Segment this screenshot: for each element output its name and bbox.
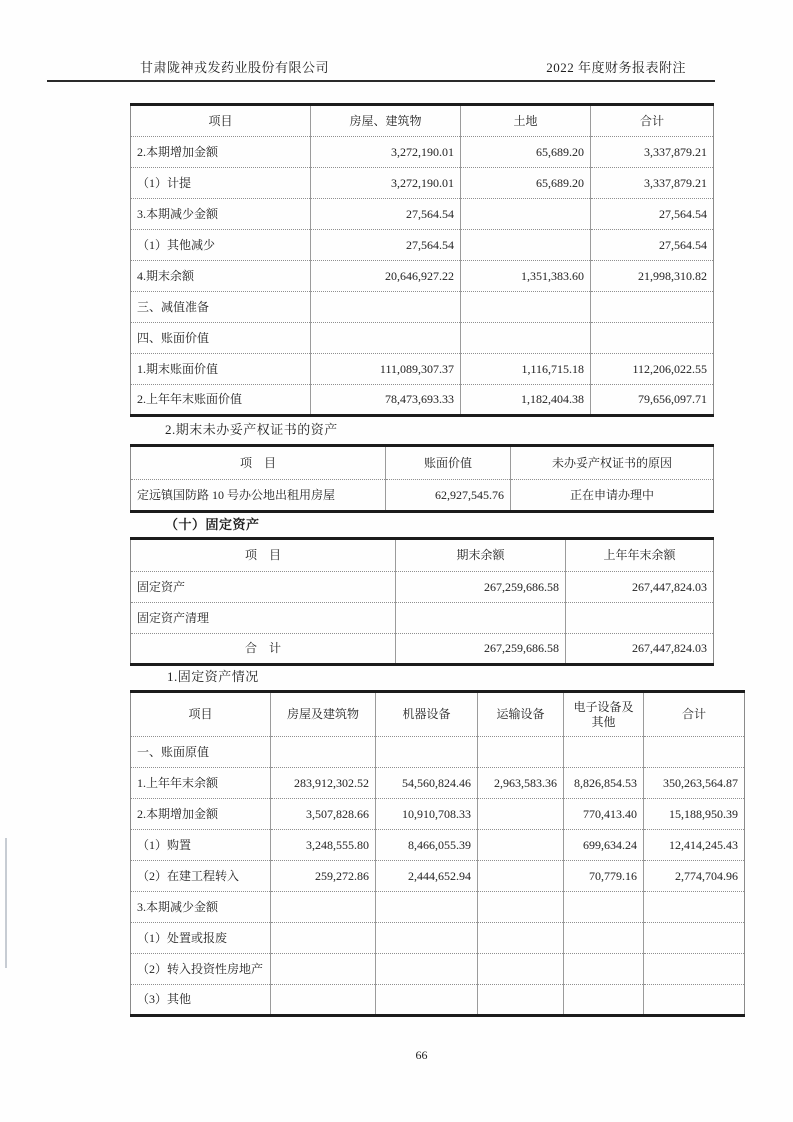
- table-row: [131, 923, 745, 954]
- value-cell: [271, 985, 376, 1016]
- table-row: [131, 892, 745, 923]
- table-row: [131, 830, 745, 861]
- fixed-assets-section-title: （十）固定资产: [165, 517, 260, 532]
- value-cell: 79,656,097.71: [591, 385, 714, 416]
- table-row: [131, 323, 714, 354]
- value-cell: [644, 923, 745, 954]
- row-label-cell: 合 计: [131, 634, 396, 665]
- column-header: 运输设备: [478, 692, 564, 737]
- value-cell: 54,560,824.46: [376, 768, 478, 799]
- row-label-cell: 1.上年年末余额: [131, 768, 271, 799]
- value-cell: [564, 954, 644, 985]
- intangible-assets-amortization-table: [130, 103, 714, 417]
- value-cell: 62,927,545.76: [386, 480, 511, 512]
- column-header: 上年年末余额: [566, 539, 714, 572]
- value-cell: 3,272,190.01: [311, 168, 461, 199]
- value-cell: [311, 323, 461, 354]
- row-label-cell: （2）在建工程转入: [131, 861, 271, 892]
- header-rule: [47, 80, 715, 82]
- row-label-cell: （1）购置: [131, 830, 271, 861]
- value-cell: [461, 230, 591, 261]
- value-cell: 2,963,583.36: [478, 768, 564, 799]
- value-cell: 3,272,190.01: [311, 137, 461, 168]
- value-cell: 259,272.86: [271, 861, 376, 892]
- row-label-cell: （2）转入投资性房地产: [131, 954, 271, 985]
- value-cell: [271, 954, 376, 985]
- value-cell: [311, 292, 461, 323]
- column-header: 账面价值: [386, 446, 511, 480]
- value-cell: 3,337,879.21: [591, 168, 714, 199]
- value-cell: [478, 923, 564, 954]
- value-cell: [461, 199, 591, 230]
- value-cell: 267,259,686.58: [396, 634, 566, 665]
- table-row: [131, 261, 714, 292]
- value-cell: 1,351,383.60: [461, 261, 591, 292]
- value-cell: 267,447,824.03: [566, 572, 714, 603]
- table-header-row: [131, 446, 714, 480]
- value-cell: [564, 892, 644, 923]
- row-label-cell: 1.期末账面价值: [131, 354, 311, 385]
- table-row: [131, 230, 714, 261]
- value-cell: [564, 923, 644, 954]
- table-row: [131, 292, 714, 323]
- value-cell: 267,259,686.58: [396, 572, 566, 603]
- value-cell: [478, 737, 564, 768]
- value-cell: [376, 892, 478, 923]
- value-cell: 267,447,824.03: [566, 634, 714, 665]
- value-cell: [376, 985, 478, 1016]
- table-row: [131, 137, 714, 168]
- row-label-cell: （1）其他减少: [131, 230, 311, 261]
- value-cell: [461, 292, 591, 323]
- table-row: [131, 168, 714, 199]
- scan-edge-artifact: [5, 838, 7, 968]
- value-cell: [376, 954, 478, 985]
- value-cell: 699,634.24: [564, 830, 644, 861]
- column-header: 电子设备及其他: [564, 692, 644, 737]
- table-row: [131, 861, 745, 892]
- column-header: 未办妥产权证书的原因: [511, 446, 714, 480]
- page-number: 66: [415, 1048, 428, 1062]
- row-label-cell: 3.本期减少金额: [131, 199, 311, 230]
- value-cell: 21,998,310.82: [591, 261, 714, 292]
- value-cell: 3,337,879.21: [591, 137, 714, 168]
- row-label-cell: 定远镇国防路 10 号办公地出租用房屋: [131, 480, 386, 512]
- value-cell: [644, 954, 745, 985]
- value-cell: [478, 985, 564, 1016]
- column-header: 合计: [644, 692, 745, 737]
- value-cell: 3,248,555.80: [271, 830, 376, 861]
- fixed-assets-summary-table: [130, 537, 714, 666]
- table-row: [131, 480, 714, 512]
- value-cell: 111,089,307.37: [311, 354, 461, 385]
- value-cell: 770,413.40: [564, 799, 644, 830]
- table-header-row: [131, 692, 745, 737]
- row-label-cell: 2.上年年末账面价值: [131, 385, 311, 416]
- value-cell: [591, 323, 714, 354]
- row-label-cell: 2.本期增加金额: [131, 137, 311, 168]
- row-label-cell: 三、减值准备: [131, 292, 311, 323]
- column-header: 期末余额: [396, 539, 566, 572]
- table-row: [131, 385, 714, 416]
- table-row: [131, 737, 745, 768]
- value-cell: [478, 892, 564, 923]
- value-cell: [376, 923, 478, 954]
- value-cell: [591, 292, 714, 323]
- column-header: 房屋、建筑物: [311, 105, 461, 137]
- value-cell: [396, 603, 566, 634]
- value-cell: 350,263,564.87: [644, 768, 745, 799]
- value-cell: 3,507,828.66: [271, 799, 376, 830]
- fixed-assets-detail-table: [130, 690, 745, 1017]
- column-header: 土地: [461, 105, 591, 137]
- column-header: 机器设备: [376, 692, 478, 737]
- value-cell: [376, 737, 478, 768]
- value-cell: 1,182,404.38: [461, 385, 591, 416]
- table-row: [131, 799, 745, 830]
- value-cell: 65,689.20: [461, 168, 591, 199]
- table-row: [131, 954, 745, 985]
- value-cell: [478, 799, 564, 830]
- row-label-cell: 2.本期增加金额: [131, 799, 271, 830]
- value-cell: 8,466,055.39: [376, 830, 478, 861]
- value-cell: 283,912,302.52: [271, 768, 376, 799]
- value-cell: 12,414,245.43: [644, 830, 745, 861]
- table-row: [131, 572, 714, 603]
- row-label-cell: （3）其他: [131, 985, 271, 1016]
- table-row: [131, 603, 714, 634]
- value-cell: 8,826,854.53: [564, 768, 644, 799]
- value-cell: 112,206,022.55: [591, 354, 714, 385]
- value-cell: [478, 830, 564, 861]
- row-label-cell: 一、账面原值: [131, 737, 271, 768]
- table-row: [131, 985, 745, 1016]
- column-header: 项 目: [239, 455, 276, 470]
- value-cell: 70,779.16: [564, 861, 644, 892]
- table-row: [131, 634, 714, 665]
- row-label-cell: （1）处置或报废: [131, 923, 271, 954]
- table-row: [131, 199, 714, 230]
- table-row: [131, 354, 714, 385]
- value-cell: 10,910,708.33: [376, 799, 478, 830]
- value-cell: [644, 985, 745, 1016]
- table-header-row: [131, 105, 714, 137]
- value-cell: 2,774,704.96: [644, 861, 745, 892]
- row-label-cell: 固定资产: [131, 572, 396, 603]
- unregistered-property-table: [130, 444, 714, 513]
- value-cell: [566, 603, 714, 634]
- value-cell: 1,116,715.18: [461, 354, 591, 385]
- table-row: [131, 768, 745, 799]
- column-header: 合计: [591, 105, 714, 137]
- report-title-header: 2022 年度财务报表附注: [546, 60, 686, 75]
- column-header: 项 目: [244, 548, 281, 562]
- value-cell: [461, 323, 591, 354]
- value-cell: [478, 954, 564, 985]
- value-cell: [564, 985, 644, 1016]
- table-header-row: [131, 539, 714, 572]
- value-cell: [271, 737, 376, 768]
- row-label-cell: 4.期末余额: [131, 261, 311, 292]
- value-cell: [564, 737, 644, 768]
- fixed-assets-detail-section-title: 1.固定资产情况: [167, 669, 259, 684]
- value-cell: 27,564.54: [591, 199, 714, 230]
- row-label-cell: 固定资产清理: [131, 603, 396, 634]
- value-cell: 27,564.54: [591, 230, 714, 261]
- value-cell: 正在申请办理中: [511, 480, 714, 512]
- column-header: 项目: [188, 707, 213, 721]
- unregistered-assets-section-title: 2.期末未办妥产权证书的资产: [165, 422, 338, 437]
- value-cell: 15,188,950.39: [644, 799, 745, 830]
- value-cell: [271, 892, 376, 923]
- value-cell: [644, 737, 745, 768]
- row-label-cell: 四、账面价值: [131, 323, 311, 354]
- value-cell: [644, 892, 745, 923]
- company-name-header: 甘肃陇神戎发药业股份有限公司: [140, 60, 330, 75]
- value-cell: [478, 861, 564, 892]
- column-header: 项目: [208, 113, 233, 128]
- value-cell: 2,444,652.94: [376, 861, 478, 892]
- value-cell: 65,689.20: [461, 137, 591, 168]
- value-cell: 27,564.54: [311, 230, 461, 261]
- value-cell: 27,564.54: [311, 199, 461, 230]
- column-header: 房屋及建筑物: [271, 692, 376, 737]
- value-cell: 78,473,693.33: [311, 385, 461, 416]
- row-label-cell: 3.本期减少金额: [131, 892, 271, 923]
- value-cell: [271, 923, 376, 954]
- row-label-cell: （1）计提: [131, 168, 311, 199]
- value-cell: 20,646,927.22: [311, 261, 461, 292]
